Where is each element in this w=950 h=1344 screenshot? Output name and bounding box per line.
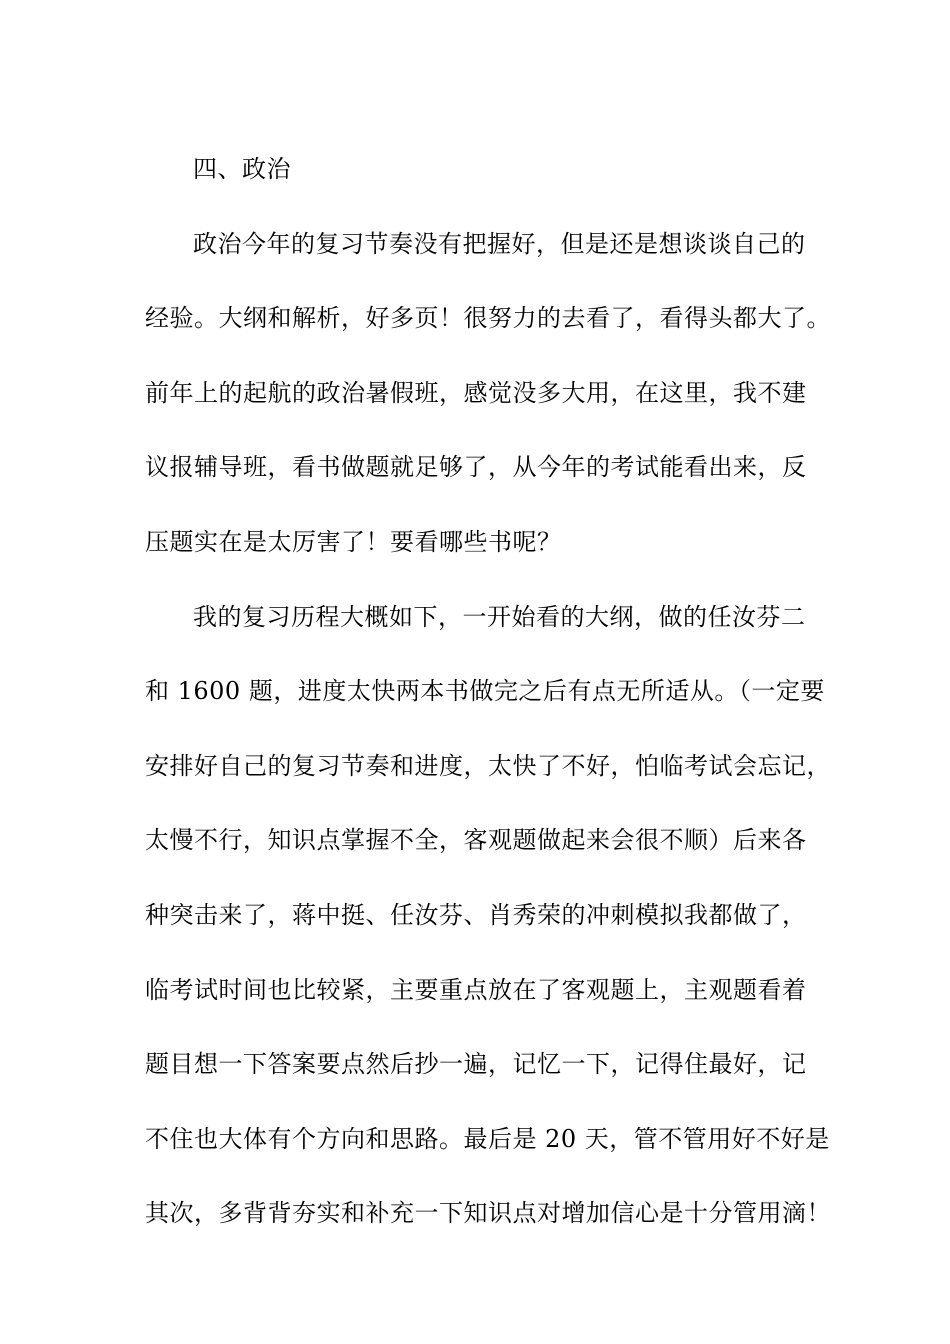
paragraph-line: 和 1600 题，进度太快两本书做完之后有点无所适从。（一定要 [145, 677, 825, 706]
paragraph-line: 不住也大体有个方向和思路。最后是 20 天，管不管用好不好是 [145, 1124, 830, 1153]
document-body [145, 132, 835, 1251]
paragraph-line: 题目想一下答案要点然后抄一遍，记忆一下，记得住最好，记 [145, 1050, 807, 1079]
paragraph-line: 太慢不行，知识点掌握不全，客观题做起来会很不顺）后来各 [145, 826, 807, 855]
paragraph-line: 政治今年的复习节奏没有把握好，但是还是想谈谈自己的 [193, 229, 806, 258]
paragraph-line: 我的复习历程大概如下，一开始看的大纲，做的任汝芬二 [193, 602, 806, 631]
paragraph-line: 前年上的起航的政治暑假班，感觉没多大用，在这里，我不建 [145, 378, 807, 407]
paragraph-line: 临考试时间也比较紧，主要重点放在了客观题上，主观题看着 [145, 975, 807, 1004]
section-heading: 四、政治 [193, 155, 291, 183]
paragraph-line: 种突击来了，蒋中挺、任汝芬、肖秀荣的冲刺模拟我都做了， [145, 900, 807, 929]
paragraph-line: 议报辅导班，看书做题就足够了，从今年的考试能看出来，反 [145, 453, 807, 482]
paragraph-line: 其次，多背背夯实和补充一下知识点对增加信心是十分管用滴！ [145, 1199, 831, 1228]
paragraph-line: 安排好自己的复习节奏和进度，太快了不好，怕临考试会忘记， [145, 751, 831, 780]
paragraph-line: 经验。大纲和解析，好多页！很努力的去看了，看得头都大了。 [145, 304, 831, 333]
paragraph-line: 压题实在是太厉害了！要看哪些书呢？ [145, 527, 562, 556]
